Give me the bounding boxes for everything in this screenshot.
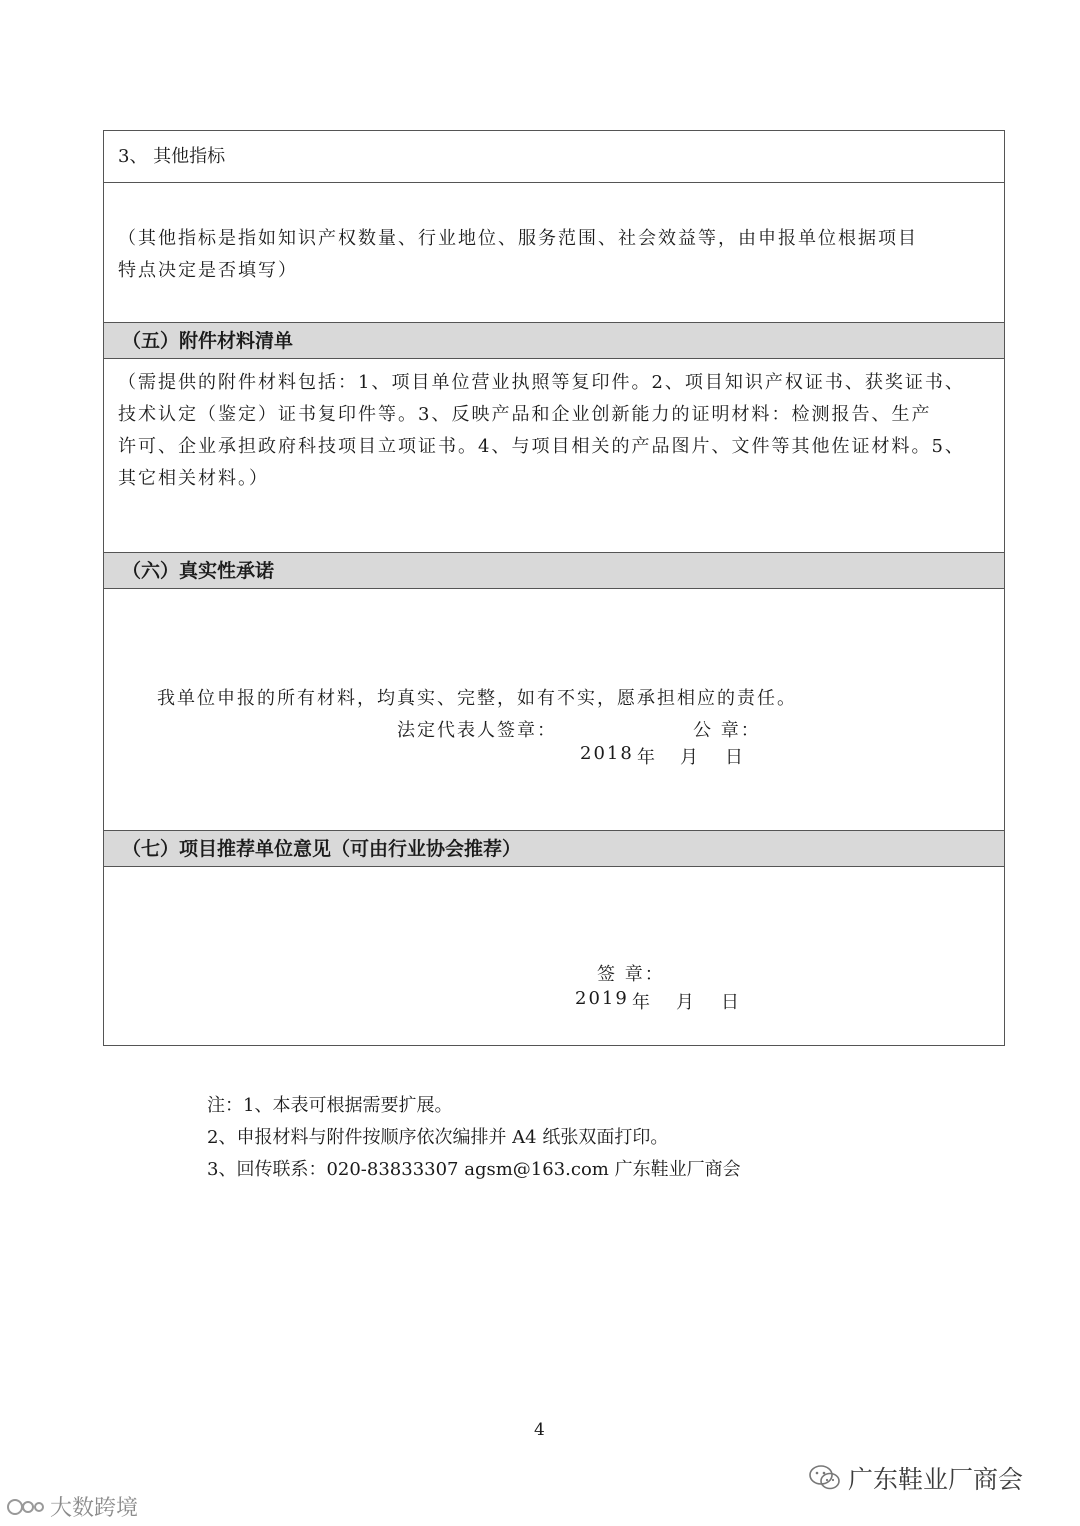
application-form-table	[103, 130, 1005, 1046]
footnote-line: 3、回传联系：020-83833307 agsm@163.com 广东鞋业厂商会	[207, 1159, 741, 1180]
site-watermark	[6, 1491, 138, 1522]
section5-heading	[104, 323, 1004, 359]
recommender-signature-label: 签 章：	[597, 964, 665, 985]
legal-rep-signature-label: 法定代表人签章：	[397, 720, 557, 741]
other-indicators-label: 3、 其他指标	[118, 146, 226, 167]
year-unit: 年	[632, 992, 652, 1013]
wechat-icon	[808, 1464, 842, 1492]
month-unit: 月	[680, 747, 700, 768]
authenticity-commitment	[104, 589, 1004, 831]
day-unit: 日	[721, 992, 741, 1013]
day-unit: 日	[725, 747, 745, 768]
section6-heading	[104, 553, 1004, 589]
wechat-watermark	[808, 1460, 1023, 1496]
official-seal-label: 公 章：	[693, 720, 761, 741]
footnote-line: 注：1、本表可根据需要扩展。	[207, 1095, 453, 1116]
other-indicators-note-line: （其他指标是指如知识产权数量、行业地位、服务范围、社会效益等，由申报单位根据项目	[118, 228, 918, 249]
year-unit: 年	[637, 747, 657, 768]
commitment-year: 2018	[580, 743, 634, 764]
attachments-line: 技术认定（鉴定）证书复印件等。3、反映产品和企业创新能力的证明材料：检测报告、生产	[118, 404, 932, 425]
other-indicators-note	[104, 183, 1004, 323]
other-indicators-note-line: 特点决定是否填写）	[118, 260, 298, 281]
wechat-watermark-text: 广东鞋业厂商会	[848, 1465, 1024, 1494]
attachments-line: 许可、企业承担政府科技项目立项证书。4、与项目相关的产品图片、文件等其他佐证材料。5、	[118, 436, 965, 457]
footnotes	[207, 1090, 741, 1186]
section7-heading	[104, 831, 1004, 867]
month-unit: 月	[676, 992, 696, 1013]
section5-heading-text: （五）附件材料清单	[122, 330, 294, 352]
commitment-statement: 我单位申报的所有材料，均真实、完整，如有不实，愿承担相应的责任。	[157, 688, 797, 709]
footnote-line: 2、申报材料与附件按顺序依次编排并 A4 纸张双面打印。	[207, 1127, 669, 1148]
other-indicators-row	[104, 131, 1004, 183]
section7-heading-text: （七）项目推荐单位意见（可由行业协会推荐）	[122, 838, 522, 860]
logo-icon	[6, 1495, 46, 1519]
page-number: 4	[534, 1420, 545, 1440]
section6-heading-text: （六）真实性承诺	[122, 560, 275, 582]
site-watermark-text: 大数跨境	[50, 1496, 139, 1521]
attachments-list	[104, 359, 1004, 553]
recommendation-year: 2019	[575, 988, 629, 1009]
attachments-line: 其它相关材料。）	[118, 468, 269, 489]
recommendation-opinion	[104, 867, 1004, 1045]
attachments-line: （需提供的附件材料包括：1、项目单位营业执照等复印件。2、项目知识产权证书、获奖证书、	[118, 372, 965, 393]
